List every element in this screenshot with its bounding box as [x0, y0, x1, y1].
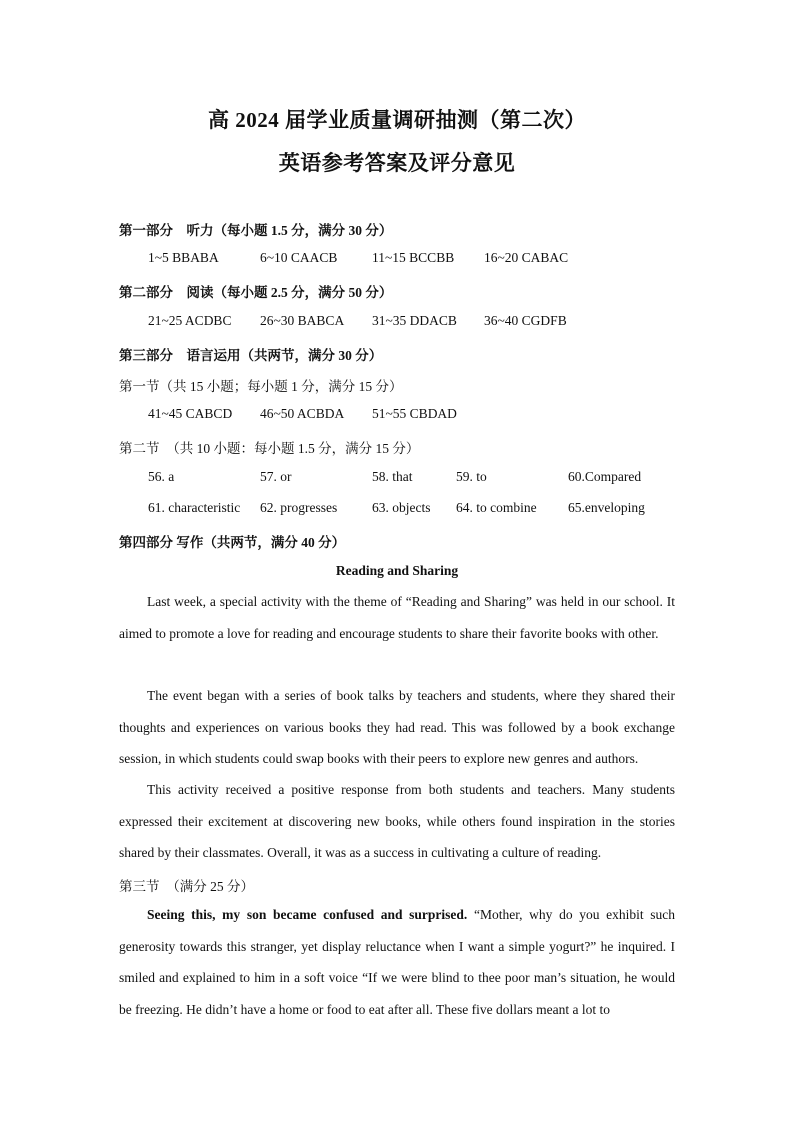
- answer-item: 59. to: [456, 469, 487, 484]
- answer-group: 46~50 ACBDA: [260, 406, 345, 421]
- part3-section1-heading: 第一节（共 15 小题；每小题 1 分，满分 15 分）: [119, 379, 403, 394]
- answer-group: 11~15 BCCBB: [372, 250, 455, 265]
- answer-group: 6~10 CAACB: [260, 250, 338, 265]
- story-text: “Mother, why do you exhibit such generosity towards this stranger, yet display reluctance when I want a simple yogurt?” he inquired. I smiled and explained to him in a soft voice “If we were blind to thee poor man’s situation, he would be freezing. He didn’t have a home or food to eat after all. These five dollars meant a lot to: [119, 907, 675, 1017]
- answer-item: 56. a: [148, 469, 175, 484]
- answer-group: 41~45 CABCD: [148, 406, 233, 421]
- part4-section3-heading: 第三节 （满分 25 分）: [119, 879, 254, 894]
- answer-item: 58. that: [372, 469, 413, 484]
- answer-item: 60.Compared: [568, 469, 642, 484]
- answer-item: 57. or: [260, 469, 292, 484]
- page-subtitle: 英语参考答案及评分意见: [278, 151, 516, 175]
- story-lead-sentence: Seeing this, my son became confused and surprised.: [147, 907, 468, 922]
- essay-title: Reading and Sharing: [335, 563, 459, 578]
- answer-group: 21~25 ACDBC: [148, 313, 232, 328]
- part1-heading: 第一部分 听力（每小题 1.5 分，满分 30 分）: [119, 223, 393, 238]
- part3-section2-heading: 第二节 （共 10 小题：每小题 1.5 分，满分 15 分）: [119, 441, 420, 456]
- essay-paragraph: The event began with a series of book talks by teachers and students, where they shared their thoughts and experiences on various books they had read. This was followed by a book exchange session, in which students could swap books with their peers to explore new genres and authors.: [119, 688, 675, 766]
- answer-group: 1~5 BBABA: [148, 250, 219, 265]
- part3-heading: 第三部分 语言运用（共两节，满分 30 分）: [119, 348, 383, 363]
- essay-paragraph: This activity received a positive response from both students and teachers. Many students expressed their excitement at discovering new books, while others found inspiration in the stories shared by their classmates. Overall, it was as a success in cultivating a culture of reading.: [119, 782, 675, 860]
- essay-paragraph: Last week, a special activity with the theme of “Reading and Sharing” was held in our school. It aimed to promote a love for reading and encourage students to share their favorite books with other.: [119, 594, 675, 641]
- part4-heading: 第四部分 写作（共两节，满分 40 分）: [119, 535, 346, 550]
- answer-item: 63. objects: [372, 500, 431, 515]
- story-paragraph: [119, 899, 675, 1025]
- answer-group: 36~40 CGDFB: [484, 313, 567, 328]
- answer-group: 51~55 CBDAD: [372, 406, 457, 421]
- page-title: 高 2024 届学业质量调研抽测（第二次）: [208, 108, 586, 132]
- answer-item: 64. to combine: [456, 500, 537, 515]
- part2-heading: 第二部分 阅读（每小题 2.5 分，满分 50 分）: [119, 285, 393, 300]
- answer-group: 16~20 CABAC: [484, 250, 569, 265]
- answer-group: 26~30 BABCA: [260, 313, 345, 328]
- answer-group: 31~35 DDACB: [372, 313, 457, 328]
- answer-item: 61. characteristic: [148, 500, 241, 515]
- answer-item: 62. progresses: [260, 500, 338, 515]
- answer-item: 65.enveloping: [568, 500, 645, 515]
